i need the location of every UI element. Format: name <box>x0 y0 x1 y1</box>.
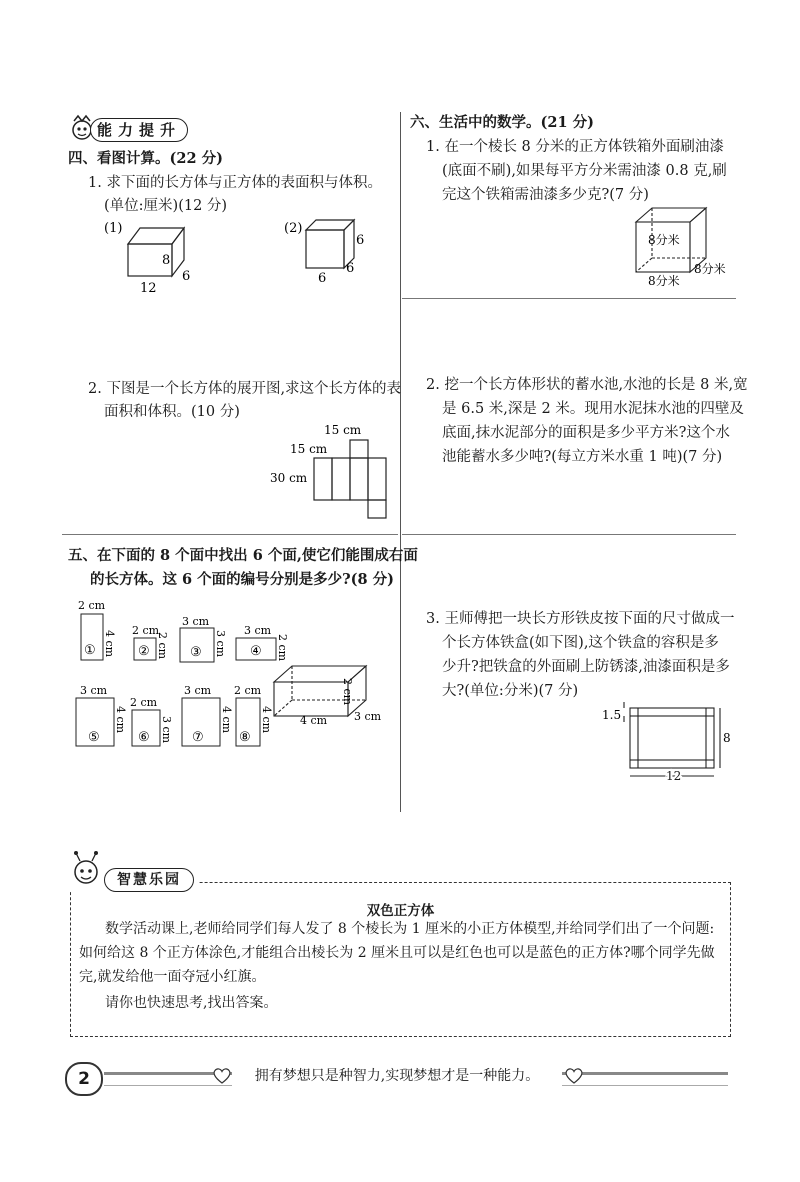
q1-line2: (单位:厘米)(12 分) <box>104 198 228 214</box>
cube-figure <box>628 202 738 288</box>
face8-side: 4 cm <box>260 706 273 734</box>
section5-line2: 的长方体。这 6 个面的编号分别是多少?(8 分) <box>90 571 395 588</box>
face7-side: 4 cm <box>220 706 233 734</box>
box-height: 2 cm <box>341 678 354 706</box>
bee-mascot-icon <box>66 850 106 892</box>
wisdom-title: 双色正方体 <box>366 903 435 919</box>
footer-motto: 拥有梦想只是种智力,实现梦想才是一种能力。 <box>232 1066 562 1086</box>
divider-line <box>62 534 398 535</box>
section-banner <box>68 112 196 144</box>
heart-icon <box>212 1067 232 1085</box>
column-divider <box>400 112 401 812</box>
face4-side: 2 cm <box>276 634 289 662</box>
face1-side: 4 cm <box>103 630 116 658</box>
section5-line1: 五、在下面的 8 个面中找出 6 个面,使它们能围成右面 <box>68 547 418 564</box>
cube-height: 8分米 <box>648 233 680 247</box>
face8-top: 2 cm <box>234 684 262 697</box>
banner-title: 能力提升 <box>90 118 188 142</box>
s6-q2-line3: 底面,抹水泥部分的面积是多少平方米?这个水 <box>442 425 730 441</box>
face2-top: 2 cm <box>132 624 160 637</box>
cube-width: 8分米 <box>694 262 726 276</box>
face5-top: 3 cm <box>80 684 108 697</box>
wisdom-box <box>70 882 731 1037</box>
net-mid-label: 15 cm <box>290 442 328 456</box>
s6-q2-line1: 2. 挖一个长方体形状的蓄水池,水池的长是 8 米,宽 <box>426 377 748 393</box>
sheet-corner: 1.5 <box>602 708 622 722</box>
sheet-figure <box>602 698 734 784</box>
wisdom-banner-label: 智慧乐园 <box>104 868 194 892</box>
q2-line1: 2. 下图是一个长方体的展开图,求这个长方体的表 <box>88 381 402 397</box>
wisdom-banner <box>66 850 198 892</box>
wisdom-line1: 数学活动课上,老师给同学们每人发了 8 个棱长为 1 厘米的小正方体模型,并给同学们出了一个问题: <box>105 921 715 937</box>
cube-length: 8分米 <box>648 274 680 288</box>
face7-num: ⑦ <box>192 730 204 745</box>
faces-figure <box>70 596 390 756</box>
face1-num: ① <box>84 643 96 658</box>
section4-title: 四、看图计算。(22 分) <box>68 150 223 167</box>
face6-side: 3 cm <box>160 716 173 744</box>
fig1-width: 6 <box>182 269 191 284</box>
unfolded-net <box>268 420 388 520</box>
net-left-label: 30 cm <box>270 471 308 485</box>
face2-num: ② <box>138 644 150 659</box>
face4-num: ④ <box>250 644 262 659</box>
net-top-label: 15 cm <box>324 423 362 437</box>
box-length: 4 cm <box>300 714 328 727</box>
face7-top: 3 cm <box>184 684 212 697</box>
fig2-height: 6 <box>356 233 365 248</box>
face3-top: 3 cm <box>182 615 210 628</box>
face3-num: ③ <box>190 645 202 660</box>
s6-q3-line1: 3. 王师傅把一块长方形铁皮按下面的尺寸做成一 <box>426 611 735 627</box>
divider-line-right <box>402 298 736 299</box>
divider-line-right-2 <box>402 534 736 535</box>
face3-side: 3 cm <box>214 630 227 658</box>
heart-icon <box>564 1067 584 1085</box>
face5-num: ⑤ <box>88 730 100 745</box>
q2-line2: 面积和体积。(10 分) <box>104 404 240 420</box>
s6-q1-line3: 完这个铁箱需油漆多少克?(7 分) <box>442 187 649 203</box>
face4-top: 3 cm <box>244 624 272 637</box>
face6-top: 2 cm <box>130 696 158 709</box>
fig1-height: 8 <box>162 253 171 268</box>
fig1-length: 12 <box>140 281 157 296</box>
face6-num: ⑥ <box>138 730 150 745</box>
fig1-label: (1) <box>104 221 123 236</box>
s6-q3-line4: 大?(单位:分米)(7 分) <box>442 683 579 699</box>
s6-q3-line3: 少升?把铁盒的外面刷上防锈漆,油漆面积是多 <box>442 659 730 675</box>
face8-num: ⑧ <box>239 730 251 745</box>
s6-q3-line2: 个长方体铁盒(如下图),这个铁盒的容积是多 <box>442 635 719 651</box>
s6-q2-line4: 池能蓄水多少吨?(每立方米水重 1 吨)(7 分) <box>442 449 723 465</box>
fig2-label: (2) <box>284 221 303 236</box>
wisdom-line3: 完,就发给他一面夺冠小红旗。 <box>79 969 266 985</box>
sheet-height: 8 <box>723 731 731 745</box>
face1-top: 2 cm <box>78 599 106 612</box>
s6-q2-line2: 是 6.5 米,深是 2 米。现用水泥抹水池的四壁及 <box>442 401 744 417</box>
face5-side: 4 cm <box>114 706 127 734</box>
wisdom-line2: 如何给这 8 个正方体涂色,才能组合出棱长为 2 厘米且可以是红色也可以是蓝色的正方体?哪个同学先做 <box>79 945 715 961</box>
sheet-length: 12 <box>666 769 682 783</box>
fig2-length: 6 <box>318 271 327 286</box>
box-width: 3 cm <box>354 710 382 723</box>
page-number: 2 <box>65 1062 103 1096</box>
face2-side: 2 cm <box>156 632 169 660</box>
s6-q1-line1: 1. 在一个棱长 8 分米的正方体铁箱外面刷油漆 <box>426 139 724 155</box>
q1-line1: 1. 求下面的长方体与正方体的表面积与体积。 <box>88 175 382 191</box>
wisdom-line4: 请你也快速思考,找出答案。 <box>105 995 278 1011</box>
fig2-width: 6 <box>346 261 355 276</box>
section6-title: 六、生活中的数学。(21 分) <box>410 114 594 131</box>
q1-figures <box>100 214 380 296</box>
s6-q1-line2: (底面不刷),如果每平方分米需油漆 0.8 克,刷 <box>442 163 727 179</box>
